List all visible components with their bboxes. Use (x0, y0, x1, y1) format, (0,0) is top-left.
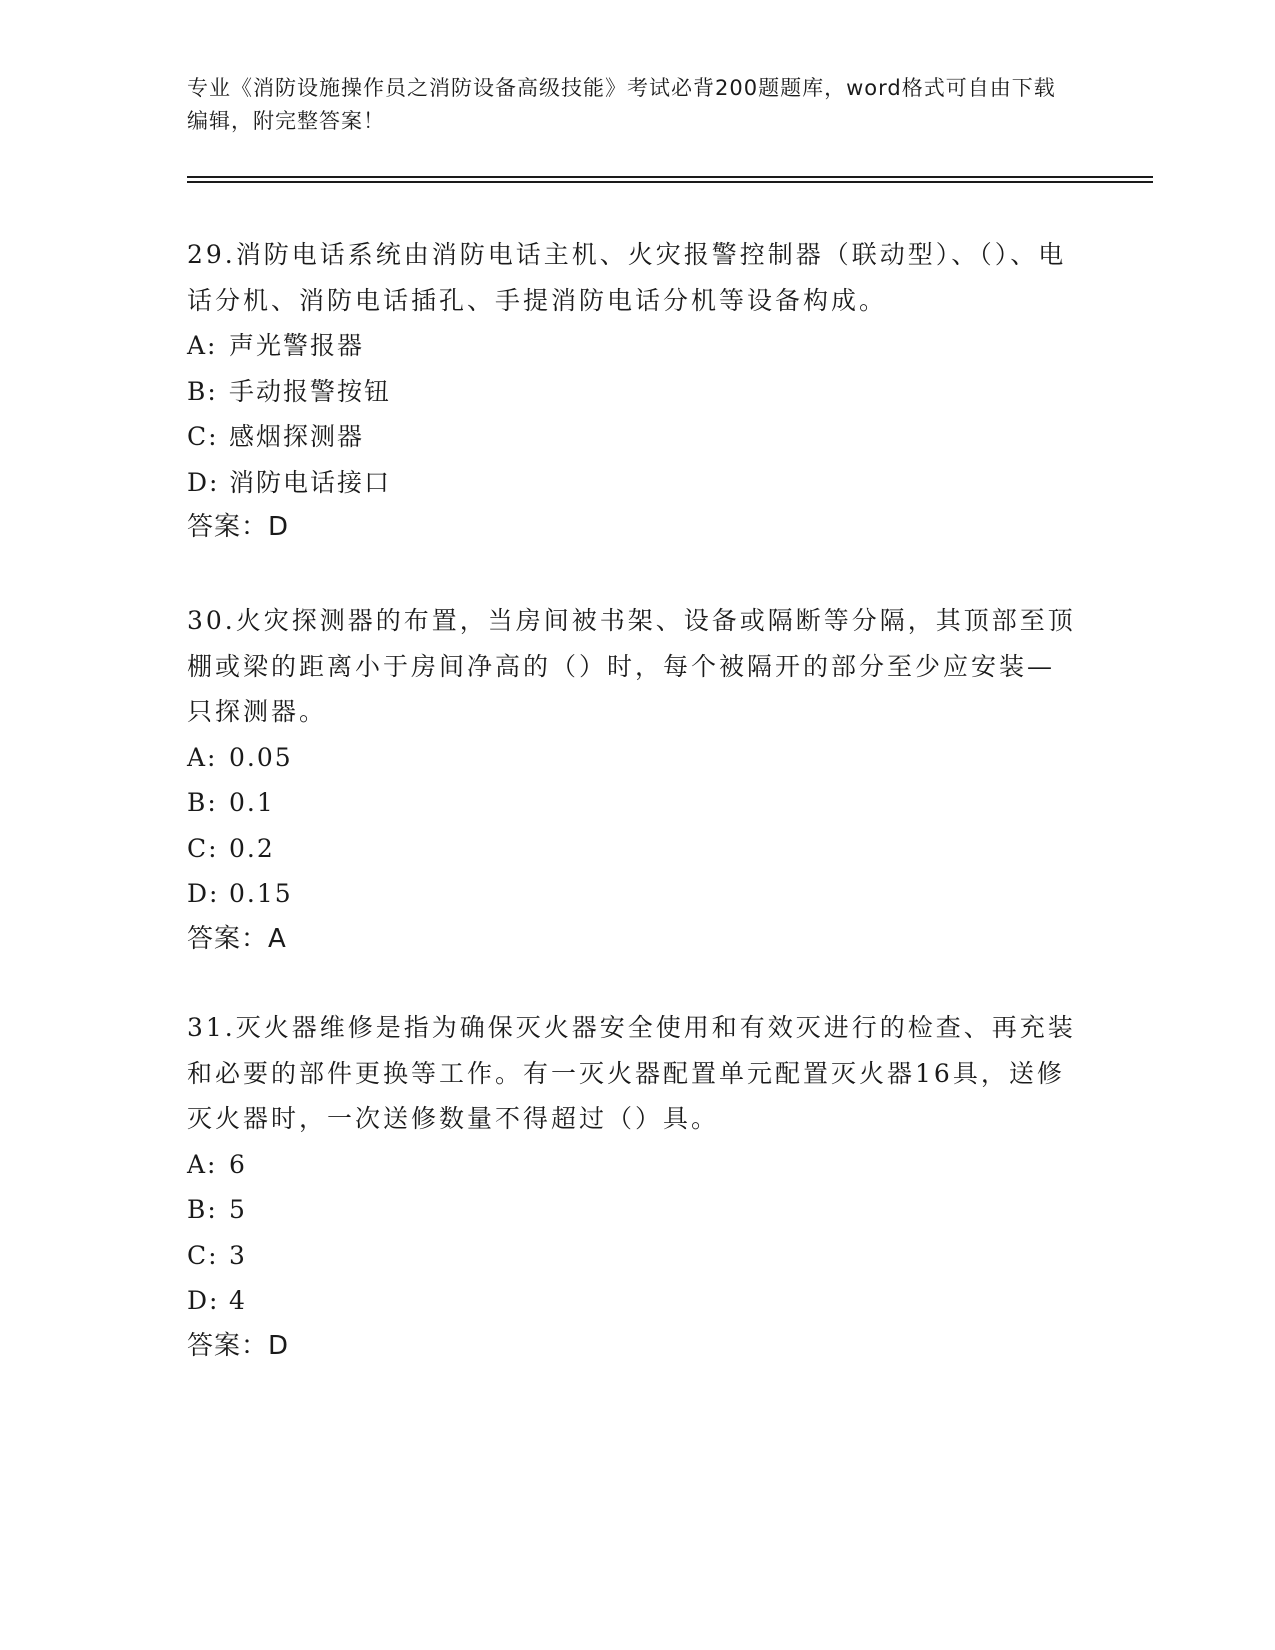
option-label: B: (187, 788, 218, 817)
option-a (187, 735, 1077, 781)
option-label: C: (187, 1240, 219, 1270)
answer: 答案：A (187, 923, 287, 954)
option-text: 0.15 (229, 879, 293, 908)
option-text: 5 (229, 1195, 247, 1224)
option-text: 声光警报器 (229, 331, 365, 360)
option-label: B: (187, 1195, 218, 1224)
header-divider-top (187, 176, 1153, 178)
option-label: D: (187, 467, 220, 497)
option-c (187, 826, 1077, 872)
document-header (187, 72, 1067, 138)
option-label: D: (187, 1286, 220, 1315)
question-31 (187, 1005, 1077, 1369)
question-30 (187, 598, 1077, 962)
option-text: 6 (229, 1149, 247, 1179)
option-label: A: (187, 742, 218, 772)
option-label: A: (187, 1149, 218, 1179)
option-d (187, 1278, 1077, 1324)
option-text: 消防电话接口 (229, 467, 392, 497)
question-29 (187, 232, 1077, 551)
option-b (187, 780, 1077, 826)
answer: 答案：D (187, 512, 290, 542)
option-b (187, 1187, 1077, 1233)
option-label: C: (187, 833, 219, 863)
option-label: C: (187, 422, 219, 451)
header-text: 专业《消防设施操作员之消防设备高级技能》考试必背200题题库，word格式可自由下载编辑，附完整答案！ (187, 76, 1056, 133)
option-text: 0.05 (229, 742, 293, 772)
question-text: 31.灭火器维修是指为确保灭火器安全使用和有效灭进行的检查、再充装和必要的部件更换等工作。有一灭火器配置单元配置灭火器16具，送修灭火器时，一次送修数量不得超过（）具。 (187, 1013, 1076, 1133)
option-text: 0.2 (229, 833, 275, 863)
header-divider-bottom (187, 181, 1153, 183)
question-text: 29.消防电话系统由消防电话主机、火灾报警控制器（联动型）、（）、电话分机、消防电话插孔、手提消防电话分机等设备构成。 (187, 240, 1067, 315)
option-label: B: (187, 376, 218, 406)
answer: 答案：D (187, 1330, 290, 1361)
option-text: 0.1 (229, 788, 275, 817)
option-text: 4 (229, 1286, 247, 1315)
option-c (187, 414, 1077, 460)
option-label: D: (187, 879, 220, 908)
option-text: 3 (229, 1240, 247, 1270)
option-a (187, 1142, 1077, 1188)
option-d (187, 871, 1077, 917)
option-text: 感烟探测器 (229, 422, 365, 451)
option-label: A: (187, 331, 218, 360)
option-c (187, 1233, 1077, 1279)
option-b (187, 369, 1077, 415)
option-a (187, 323, 1077, 369)
option-d (187, 460, 1077, 506)
question-text: 30.火灾探测器的布置，当房间被书架、设备或隔断等分隔，其顶部至顶棚或梁的距离小于房间净高的（）时，每个被隔开的部分至少应安装—只探测器。 (187, 606, 1076, 726)
option-text: 手动报警按钮 (229, 376, 392, 406)
